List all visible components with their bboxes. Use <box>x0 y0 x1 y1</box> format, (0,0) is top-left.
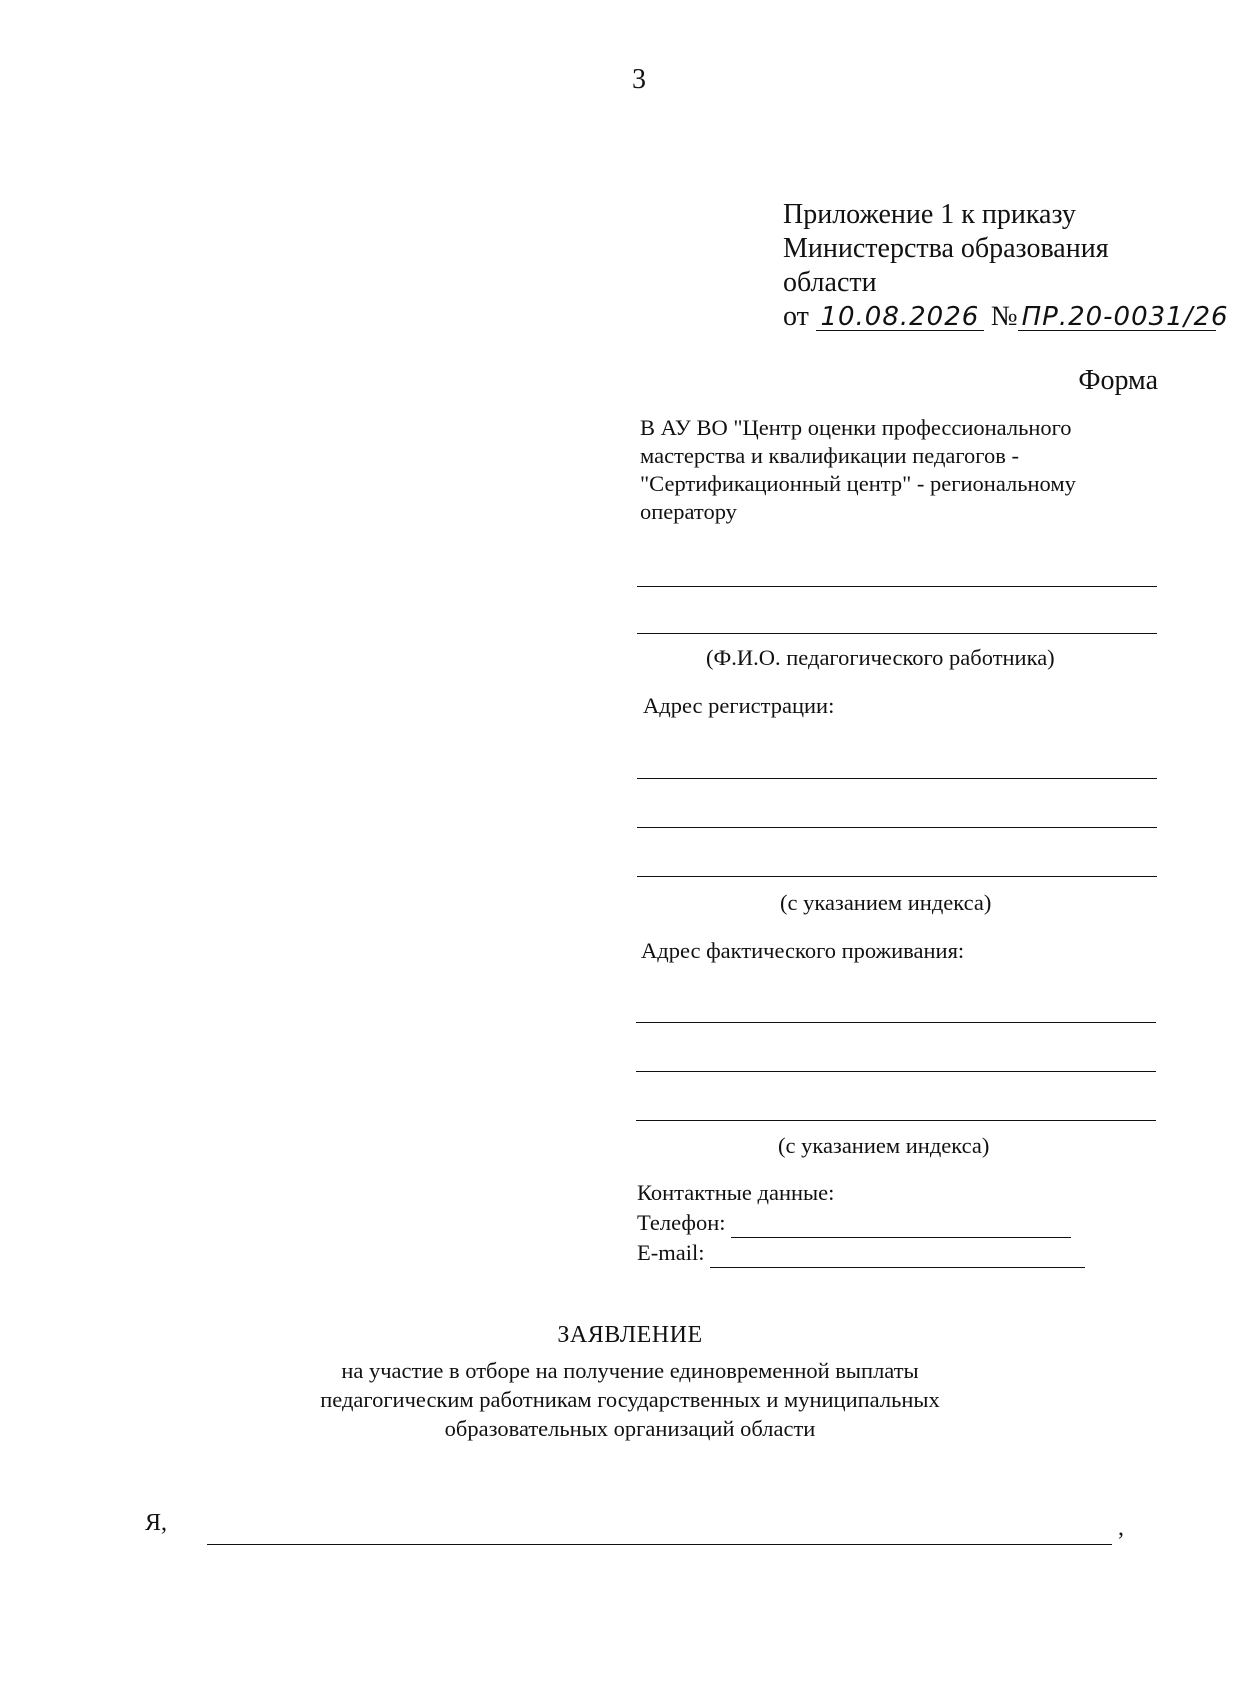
email-field[interactable] <box>710 1245 1085 1268</box>
fio-line-2[interactable] <box>637 633 1157 634</box>
fio-line-1[interactable] <box>637 586 1157 587</box>
actual-address-line-1[interactable] <box>636 1022 1156 1023</box>
appendix-line-1: Приложение 1 к приказу <box>783 199 1076 230</box>
form-label: Форма <box>1078 365 1158 396</box>
phone-field[interactable] <box>731 1215 1071 1238</box>
order-number-handwritten: ПР.20-0031/26 <box>1018 304 1216 331</box>
actual-address-line-3[interactable] <box>636 1120 1156 1121</box>
fio-caption: (Ф.И.О. педагогического работника) <box>706 645 1055 670</box>
appendix-order-line <box>783 300 1229 334</box>
declarant-name-line[interactable] <box>207 1544 1112 1545</box>
statement-subtitle <box>0 1356 1260 1443</box>
statement-subtitle-text: на участие в отборе на получение единовременной выплаты педагогическим работникам государственных и муниципальных образовательных организаций области <box>320 1358 940 1441</box>
appendix-line-2: Министерства образования <box>783 233 1109 264</box>
registration-index-caption: (с указанием индекса) <box>780 890 992 915</box>
email-row <box>637 1238 1085 1268</box>
registration-address-line-2[interactable] <box>637 827 1157 828</box>
actual-address-label: Адрес фактического проживания: <box>641 938 965 963</box>
recipient-block: В АУ ВО "Центр оценки профессионального мастерства и квалификации педагогов - "Сертификационный центр" - региональному оператору <box>640 415 1076 524</box>
registration-address-line-3[interactable] <box>637 876 1157 877</box>
actual-address-line-2[interactable] <box>636 1071 1156 1072</box>
registration-address-line-1[interactable] <box>637 778 1157 779</box>
registration-address-label: Адрес регистрации: <box>643 693 835 718</box>
phone-label: Телефон: <box>637 1210 726 1235</box>
page-number: 3 <box>632 64 646 95</box>
email-label: E-mail: <box>637 1240 705 1265</box>
declarant-suffix: , <box>1118 1515 1124 1541</box>
contacts-title: Контактные данные: <box>637 1180 835 1205</box>
order-number-label: № <box>990 301 1018 332</box>
contacts-block <box>637 1178 1085 1268</box>
appendix-line-3: области <box>783 267 877 298</box>
order-from-label: от <box>783 301 809 332</box>
phone-row <box>637 1208 1085 1238</box>
order-date-handwritten: 10.08.2026 <box>816 304 984 331</box>
declarant-prefix: Я, <box>145 1510 168 1536</box>
appendix-header <box>783 198 1229 334</box>
actual-index-caption: (с указанием индекса) <box>778 1133 990 1158</box>
statement-title: ЗАЯВЛЕНИЕ <box>557 1322 703 1348</box>
